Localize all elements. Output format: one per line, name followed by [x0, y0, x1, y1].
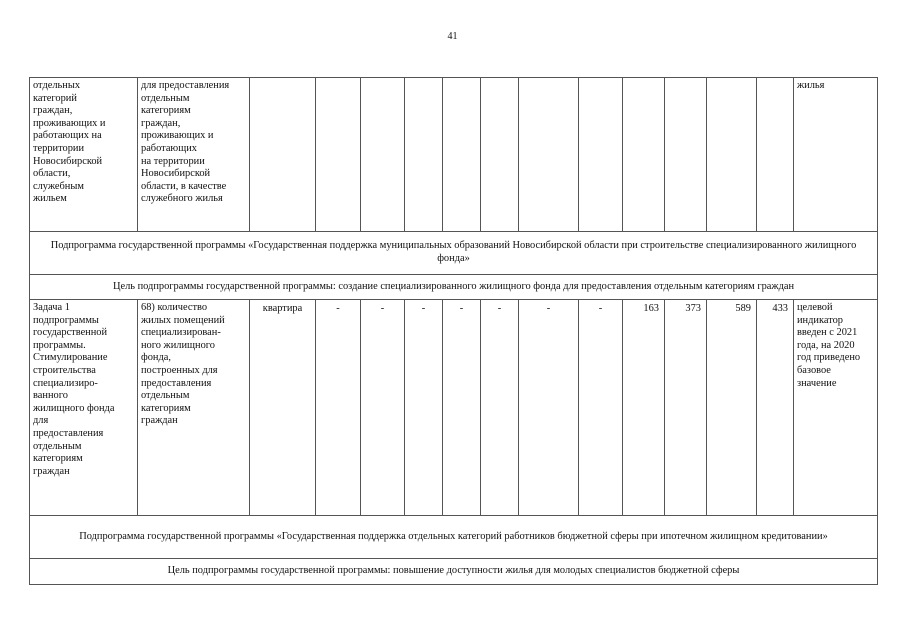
indicators-table	[29, 77, 878, 585]
value-cell	[361, 78, 405, 232]
value-cell	[481, 78, 519, 232]
note-cell: жилья	[794, 78, 878, 232]
value-cell: -	[405, 300, 443, 516]
value-cell: -	[519, 300, 579, 516]
subprogram-heading: Подпрограмма государственной программы «Государственная поддержка отдельных категорий работников бюджетной сферы при ипотечном жилищном кредитовании»	[30, 516, 878, 559]
value-cell	[405, 78, 443, 232]
value-cell: 433	[757, 300, 794, 516]
subprogram-goal: Цель подпрограммы государственной программы: повышение доступности жилья для молодых специалистов бюджетной сферы	[30, 559, 878, 585]
table-row	[30, 516, 878, 559]
value-cell	[443, 78, 481, 232]
value-cell	[665, 78, 707, 232]
value-cell	[623, 78, 665, 232]
value-cell	[757, 78, 794, 232]
indicator-cell: 68) количество жилых помещений специализирован- ного жилищного фонда, построенных для предоставления отдельным категориям граждан	[138, 300, 250, 516]
task-cell: Задача 1 подпрограммы государственной программы. Стимулирование строительства специализиро- ванного жилищного фонда для предоставления отдельным категориям граждан	[30, 300, 138, 516]
value-cell: 373	[665, 300, 707, 516]
indicator-cell: для предоставления отдельным категориям граждан, проживающих и работающих на территории Новосибирской области, в качестве служебного жилья	[138, 78, 250, 232]
value-cell: -	[443, 300, 481, 516]
table-row	[30, 78, 878, 232]
subprogram-goal: Цель подпрограммы государственной программы: создание специализированного жилищного фонда для предоставления отдельным категориям граждан	[30, 275, 878, 300]
value-cell	[519, 78, 579, 232]
value-cell	[316, 78, 361, 232]
subprogram-heading: Подпрограмма государственной программы «Государственная поддержка муниципальных образований Новосибирской области при строительстве специализированного жилищного фонда»	[30, 232, 878, 275]
unit-cell: квартира	[250, 300, 316, 516]
table-row	[30, 232, 878, 275]
table-row	[30, 275, 878, 300]
value-cell: -	[481, 300, 519, 516]
value-cell: -	[579, 300, 623, 516]
unit-cell	[250, 78, 316, 232]
note-cell: целевой индикатор введен с 2021 года, на 2020 год приведено базовое значение	[794, 300, 878, 516]
value-cell	[707, 78, 757, 232]
value-cell: -	[316, 300, 361, 516]
table-row	[30, 300, 878, 516]
table-row	[30, 559, 878, 585]
value-cell	[579, 78, 623, 232]
task-cell: отдельных категорий граждан, проживающих и работающих на территории Новосибирской области, служебным жильем	[30, 78, 138, 232]
value-cell: -	[361, 300, 405, 516]
page-number: 41	[447, 31, 458, 42]
value-cell: 589	[707, 300, 757, 516]
value-cell: 163	[623, 300, 665, 516]
